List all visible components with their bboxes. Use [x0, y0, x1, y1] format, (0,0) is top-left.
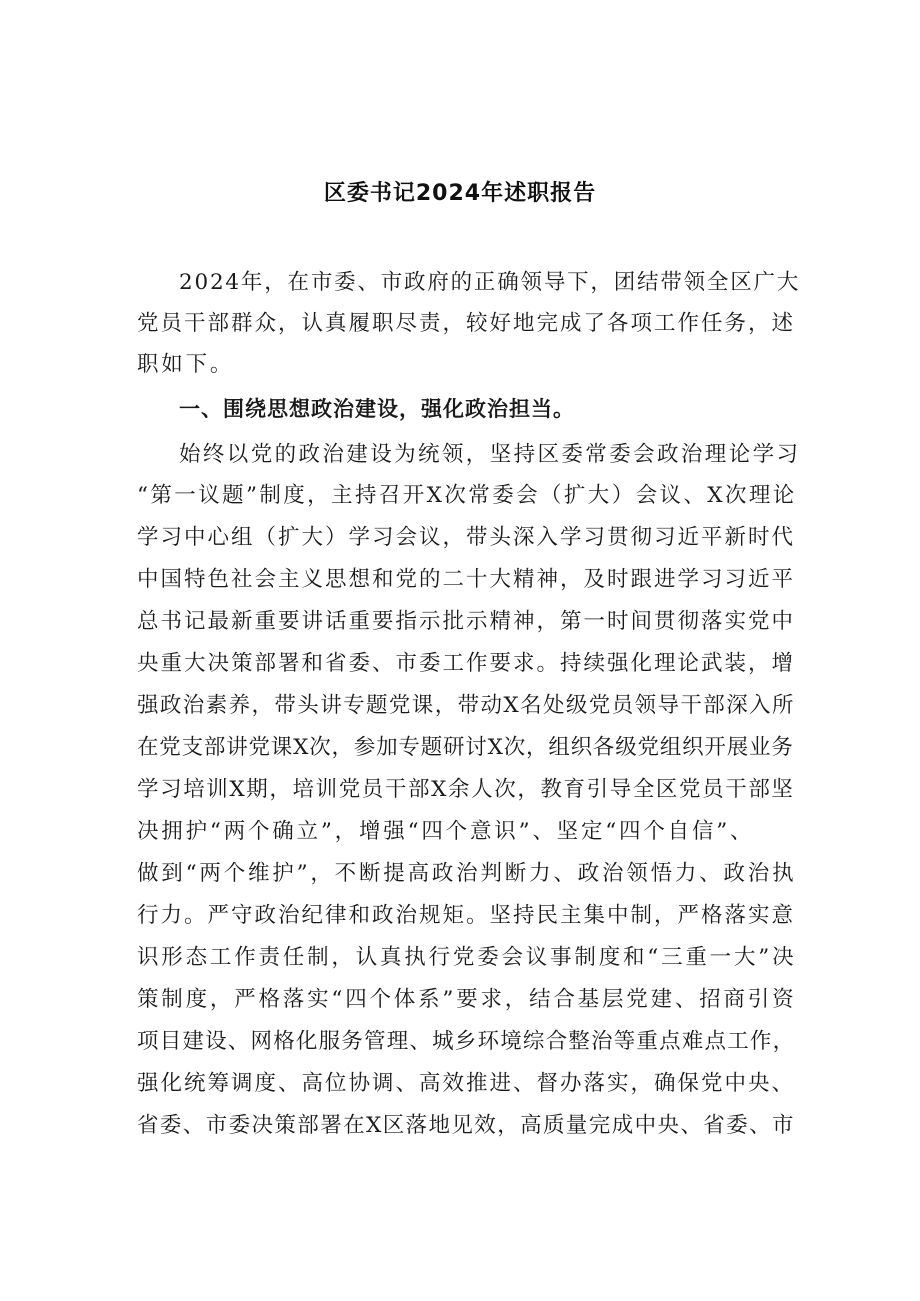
- document-title: 区委书记2024年述职报告: [323, 181, 597, 206]
- intro-line: 2024年，在市委、市政府的正确领导下，团结带领全区广大: [179, 270, 801, 295]
- body-line: 学习中心组（扩大）学习会议，带头深入学习贯彻习近平新时代: [137, 525, 796, 550]
- body-line: 总书记最新重要讲话重要指示批示精神，第一时间贯彻落实党中: [137, 609, 796, 634]
- body-line: 在党支部讲党课X次，参加专题研讨X次，组织各级党组织开展业务: [137, 735, 794, 760]
- body-line: 省委、市委决策部署在X区落地见效，高质量完成中央、省委、市: [137, 1113, 795, 1138]
- body-line: 强化统筹调度、高位协调、高效推进、督办落实，确保党中央、: [137, 1071, 796, 1096]
- body-line: 始终以党的政治建设为统领，坚持区委常委会政治理论学习: [179, 442, 801, 467]
- body-line: 央重大决策部署和省委、市委工作要求。持续强化理论武装，增: [137, 651, 796, 676]
- body-line: 策制度，严格落实“四个体系”要求，结合基层党建、招商引资: [137, 987, 797, 1012]
- body-line: 决拥护“两个确立”，增强“四个意识”、坚定“四个自信”、: [137, 819, 755, 844]
- body-line: 项目建设、网格化服务管理、城乡环境综合整治等重点难点工作，: [137, 1029, 796, 1054]
- intro-line: 党员干部群众，认真履职尽责，较好地完成了各项工作任务，述: [137, 311, 796, 336]
- body-line: 中国特色社会主义思想和党的二十大精神，及时跟进学习习近平: [137, 567, 796, 592]
- body-line: 学习培训X期，培训党员干部X余人次，教育引导全区党员干部坚: [137, 777, 795, 802]
- intro-line: 职如下。: [137, 352, 235, 377]
- body-line: “第一议题”制度，主持召开X次常委会（扩大）会议、X次理论: [137, 483, 797, 508]
- body-line: 行力。严守政治纪律和政治规矩。坚持民主集中制，严格落实意: [137, 903, 796, 928]
- body-line: 强政治素养，带头讲专题党课，带动X名处级党员领导干部深入所: [137, 693, 795, 718]
- body-line: 识形态工作责任制，认真执行党委会议事制度和“三重一大”决: [137, 945, 797, 970]
- body-line: 做到“两个维护”，不断提高政治判断力、政治领悟力、政治执: [137, 861, 797, 886]
- section-heading: 一、围绕思想政治建设，强化政治担当。: [179, 397, 575, 421]
